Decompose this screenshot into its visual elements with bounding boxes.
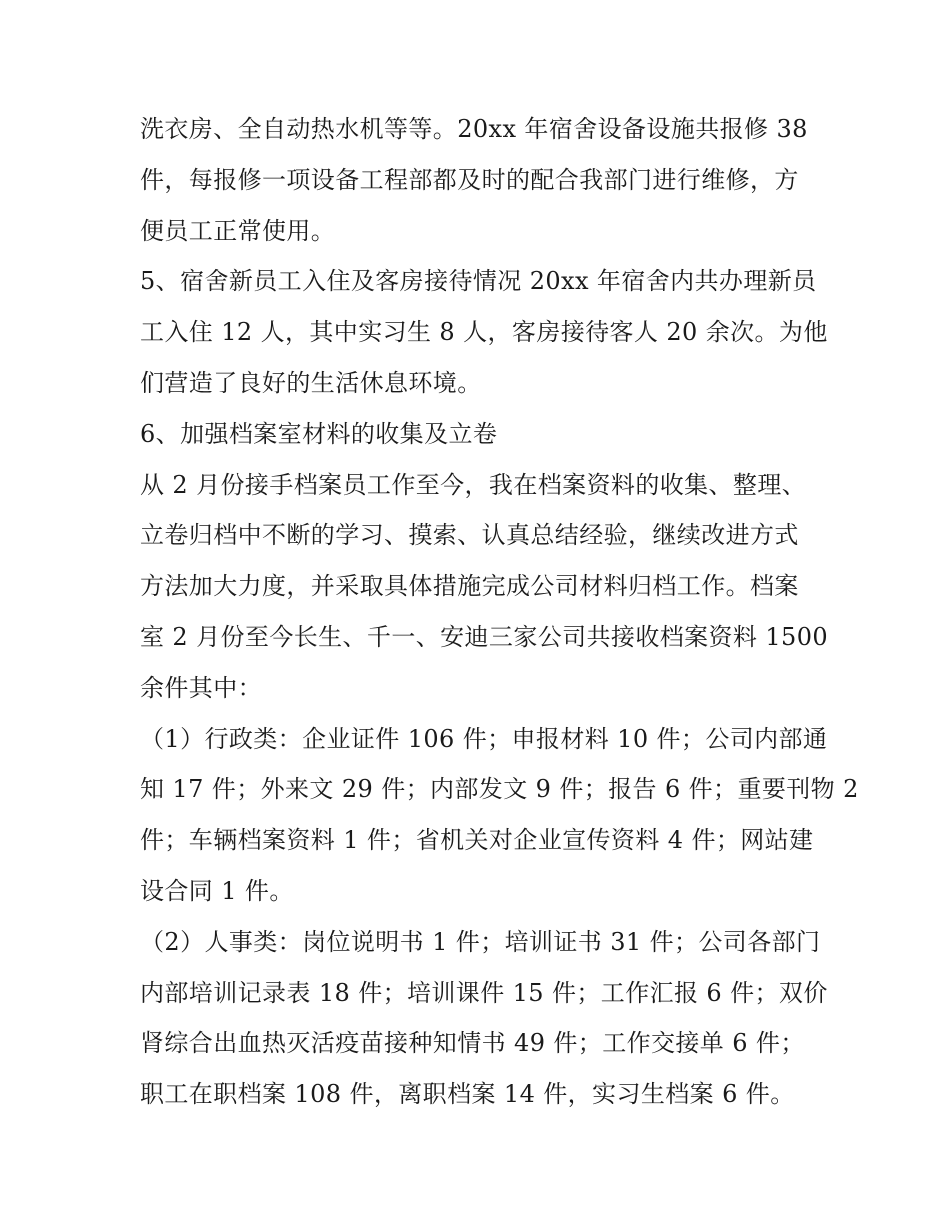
text-line: 从 2 月份接手档案员工作至今，我在档案资料的收集、整理、 <box>140 470 807 499</box>
text-line: 工入住 12 人，其中实习生 8 人，客房接待客人 20 余次。为他 <box>140 318 828 347</box>
text-line: 知 17 件；外来文 29 件；内部发文 9 件；报告 6 件；重要刊物 2 <box>140 775 859 804</box>
text-line: 洗衣房、全自动热水机等等。20xx 年宿舍设备设施共报修 38 <box>140 115 808 143</box>
list-item-personnel: （2）人事类：岗位说明书 1 件；培训证书 31 件；公司各部门 <box>140 927 821 956</box>
text-line: 肾综合出血热灭活疫苗接种知情书 49 件；工作交接单 6 件； <box>140 1029 805 1058</box>
section-heading-6: 6、加强档案室材料的收集及立卷 <box>140 419 498 448</box>
text-line: 余件其中： <box>140 673 262 702</box>
text-line: 便员工正常使用。 <box>140 216 336 245</box>
body-text <box>140 104 859 1120</box>
text-line: 职工在职档案 108 件，离职档案 14 件，实习生档案 6 件。 <box>140 1080 795 1109</box>
text-line: 件，每报修一项设备工程部都及时的配合我部门进行维修，方 <box>140 165 799 194</box>
text-line: 立卷归档中不断的学习、摸索、认真总结经验，继续改进方式 <box>140 521 799 550</box>
section-heading-5: 5、宿舍新员工入住及客房接待情况 20xx 年宿舍内共办理新员 <box>140 267 817 296</box>
text-line: 件；车辆档案资料 1 件；省机关对企业宣传资料 4 件；网站建 <box>140 826 814 855</box>
text-line: 设合同 1 件。 <box>140 876 294 905</box>
list-item-administrative: （1）行政类：企业证件 106 件；申报材料 10 件；公司内部通 <box>140 724 828 753</box>
text-line: 们营造了良好的生活休息环境。 <box>140 368 482 397</box>
text-line: 方法加大力度，并采取具体措施完成公司材料归档工作。档案 <box>140 572 799 601</box>
text-line: 内部培训记录表 18 件；培训课件 15 件；工作汇报 6 件；双价 <box>140 978 828 1007</box>
text-line: 室 2 月份至今长生、千一、安迪三家公司共接收档案资料 1500 <box>140 622 829 651</box>
